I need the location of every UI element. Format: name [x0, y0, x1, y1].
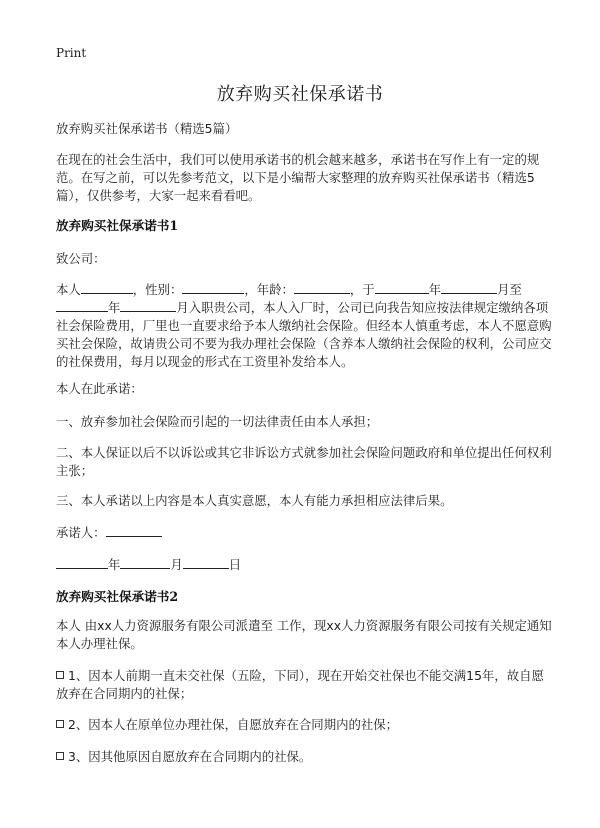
checkbox-icon — [56, 720, 64, 728]
blank-gender — [182, 281, 244, 294]
blank-date-year — [56, 556, 108, 569]
print-link[interactable]: Print — [56, 46, 87, 60]
blank-date-month — [120, 556, 170, 569]
blank-start-year — [375, 281, 429, 294]
option-3-text: 3、因其他原因自愿放弃在合同期内的社保。 — [68, 749, 312, 764]
intro-paragraph: 在现在的社会生活中，我们可以使用承诺书的机会越来越多，承诺书在写作上有一定的规范。在写之前，可以先参考范文，以下是小编帮大家整理的放弃购买社保承诺书（精选5篇），仅供参考，大家一起来看看吧。 — [56, 152, 540, 203]
date-month-label: 月 — [170, 557, 183, 572]
blank-signer — [106, 524, 162, 537]
text-fragment: 月至 — [497, 282, 522, 297]
text-fragment: ，年龄： — [244, 282, 294, 297]
section-1-heading: 放弃购买社保承诺书1 — [56, 218, 179, 233]
salutation: 致公司： — [56, 251, 106, 266]
document-title: 放弃购买社保承诺书 — [216, 84, 384, 105]
blank-age — [294, 281, 350, 294]
commitment-item-3: 三、本人承诺以上内容是本人真实意愿，本人有能力承担相应法律后果。 — [56, 493, 453, 508]
section-1-paragraph — [56, 281, 556, 371]
section-2-heading: 放弃购买社保承诺书2 — [56, 589, 179, 604]
text-fragment: ，性别： — [132, 282, 183, 297]
signer-line — [56, 524, 556, 542]
text-fragment: 年 — [428, 282, 442, 297]
option-2 — [56, 716, 556, 734]
document-subtitle: 放弃购买社保承诺书（精选5篇） — [56, 121, 238, 136]
date-line — [56, 556, 556, 574]
blank-name — [81, 281, 133, 294]
text-fragment: ，于 — [349, 282, 375, 297]
checkbox-icon — [56, 671, 64, 679]
checkbox-icon — [56, 752, 64, 760]
option-2-text: 2、因本人在原单位办理社保，自愿放弃在合同期内的社保； — [68, 717, 399, 732]
option-3 — [56, 748, 556, 766]
commitment-item-1: 一、放弃参加社会保险而引起的一切法律责任由本人承担； — [56, 414, 379, 429]
text-fragment: 月入职贵公司，本人入厂时，公司已向我告知应按法律规定缴纳各项社会保险费用，厂里也一直要求给予本人缴纳社会保险。但经本人慎重考虑，本人不愿意购买社会保险，故请贵公司不要为我办理社会保险（含养本人缴纳社会保险的权利，公司应交的社保费用，每月以现金的形式在工资里补发给本人。 — [56, 300, 552, 369]
option-1 — [56, 667, 556, 703]
blank-end-month — [120, 299, 176, 312]
option-1-text: 1、因本人前期一直未交社保（五险，下同），现在开始交社保也不能交满15年，故自愿放弃在合同期内的社保； — [56, 668, 544, 701]
commitment-item-2: 二、本人保证以后不以诉讼或其它非诉讼方式就参加社会保险问题政府和单位提出任何权利主张； — [56, 445, 552, 478]
blank-start-month — [441, 281, 497, 294]
date-day-label: 日 — [228, 557, 242, 572]
text-fragment: 年 — [108, 300, 121, 315]
commitment-lead: 本人在此承诺： — [56, 381, 143, 396]
text-fragment: 本人 — [56, 282, 81, 297]
date-year-label: 年 — [108, 557, 121, 572]
blank-date-day — [183, 556, 229, 569]
blank-end-year — [56, 299, 108, 312]
signer-label: 承诺人： — [56, 525, 106, 540]
section-2-paragraph: 本人 由xx人力资源服务有限公司派遣至 工作，现xx人力资源服务有限公司按有关规定通知本人办理社保。 — [56, 618, 552, 651]
